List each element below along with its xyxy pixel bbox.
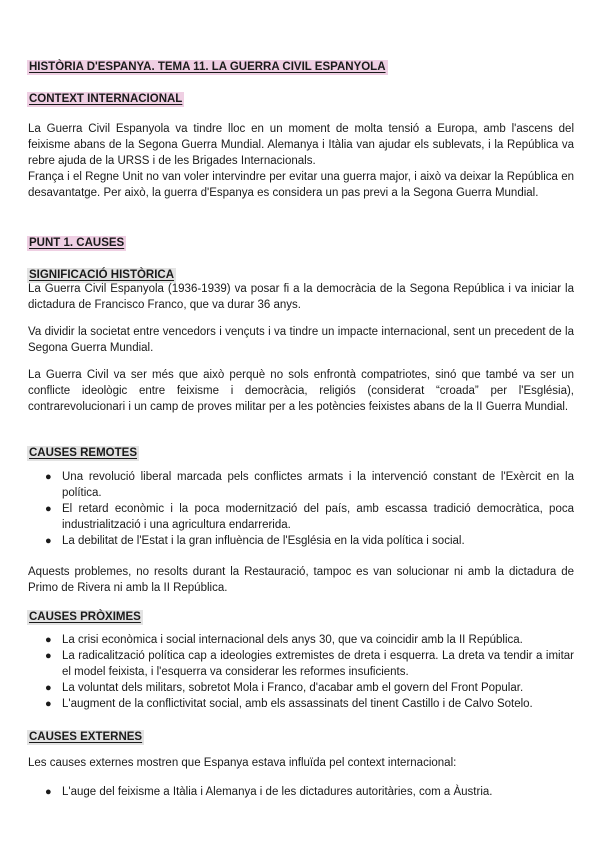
externes-heading-block [28,727,574,745]
list-item: ● La crisi econòmica i social internacional dels anys 30, que va coincidir amb la II República. [45,634,523,646]
remotes-heading-block [28,443,574,461]
list-item: ● Una revolució liberal marcada pels conflictes armats i la intervenció constant de l'Exèrcit en la política. [45,471,574,499]
context-heading: CONTEXT INTERNACIONAL [29,93,183,105]
document-title: HISTÒRIA D'ESPANYA. TEMA 11. LA GUERRA CIVIL ESPANYOLA [29,61,386,73]
significacio-heading: SIGNIFICACIÓ HISTÒRICA [29,269,175,281]
context-paragraph-2: França i el Regne Unit no van voler intervindre per evitar una guerra major, i això va deixar la República en desavantatge. Per això, la guerra d'Espanya es considera un pas previ a la Segona Guerra Mundial. [28,171,574,199]
context-section [28,121,574,201]
bullet-icon: ● [45,634,52,646]
bullet-icon: ● [45,650,52,662]
proximes-heading-block [28,607,574,625]
bullet-icon: ● [45,471,52,483]
proximes-section [28,632,574,712]
bullet-icon: ● [45,682,52,694]
list-item: ● La voluntat dels militars, sobretot Mola i Franco, d'acabar amb el govern del Front Popular. [45,682,524,694]
list-item: ● La debilitat de l'Estat i la gran influència de l'Església en la vida política i social. [45,535,465,547]
bullet-icon: ● [45,698,52,710]
bullet-icon: ● [45,503,52,515]
list-item: ● El retard econòmic i la poca modernització del país, amb escassa tradició democràtica, poca industrialització i una agricultura endarrerida. [45,503,574,531]
significacio-section [28,281,574,415]
context-heading-block [28,89,574,107]
externes-paragraph: Les causes externes mostren que Espanya estava influïda pel context internacional: [28,757,457,769]
punt1-heading-block [28,233,574,251]
externes-heading: CAUSES EXTERNES [29,731,143,743]
list-item: ● La radicalització política cap a ideologies extremistes de dreta i esquerra. La dreta va tendir a imitar el model feixista, i l'esquerra va considerar les reformes insuficients. [45,650,574,678]
proximes-list [28,632,574,712]
document-title-block [28,57,574,75]
bullet-icon: ● [45,786,52,798]
list-item: ● L'augment de la conflictivitat social, amb els assassinats del tinent Castillo i de Calvo Sotelo. [45,698,533,710]
punt1-heading: PUNT 1. CAUSES [29,237,125,249]
remotes-heading: CAUSES REMOTES [29,447,137,459]
remotes-section [28,469,574,596]
list-item: ● L'auge del feixisme a Itàlia i Alemanya i de les dictadures autoritàries, com a Àustria. [45,786,493,798]
bullet-icon: ● [45,535,52,547]
context-paragraph-1: La Guerra Civil Espanyola va tindre lloc en un moment de molta tensió a Europa, amb l'ascens del feixisme abans de la Segona Guerra Mundial. Alemanya i Itàlia van ajudar els sublevats, i la República va rebre ajuda de la URSS i de les Brigades Internacionals. [28,123,574,167]
proximes-heading: CAUSES PRÒXIMES [29,611,141,623]
significacio-paragraph-2: Va dividir la societat entre vencedors i vençuts i va tindre un impacte internacional, sent un precedent de la Segona Guerra Mundial. [28,326,574,354]
externes-section [28,755,574,800]
significacio-paragraph-1: La Guerra Civil Espanyola (1936-1939) va posar fi a la democràcia de la Segona República i va iniciar la dictadura de Francisco Franco, que va durar 36 anys. [28,283,574,311]
remotes-paragraph: Aquests problemes, no resolts durant la Restauració, tampoc es van solucionar ni amb la dictadura de Primo de Rivera ni amb la II República. [28,566,574,594]
externes-list [28,784,574,800]
significacio-paragraph-3: La Guerra Civil va ser més que això perquè no sols enfrontà compatriotes, sinó que també va ser un conflicte ideològic entre feixisme i democràcia, religiós (considerat “croada” per l'Església), contrarevolucionari i un camp de proves militar per a les potències feixistes abans de la II Guerra Mundial. [28,369,574,413]
remotes-list [28,469,574,549]
